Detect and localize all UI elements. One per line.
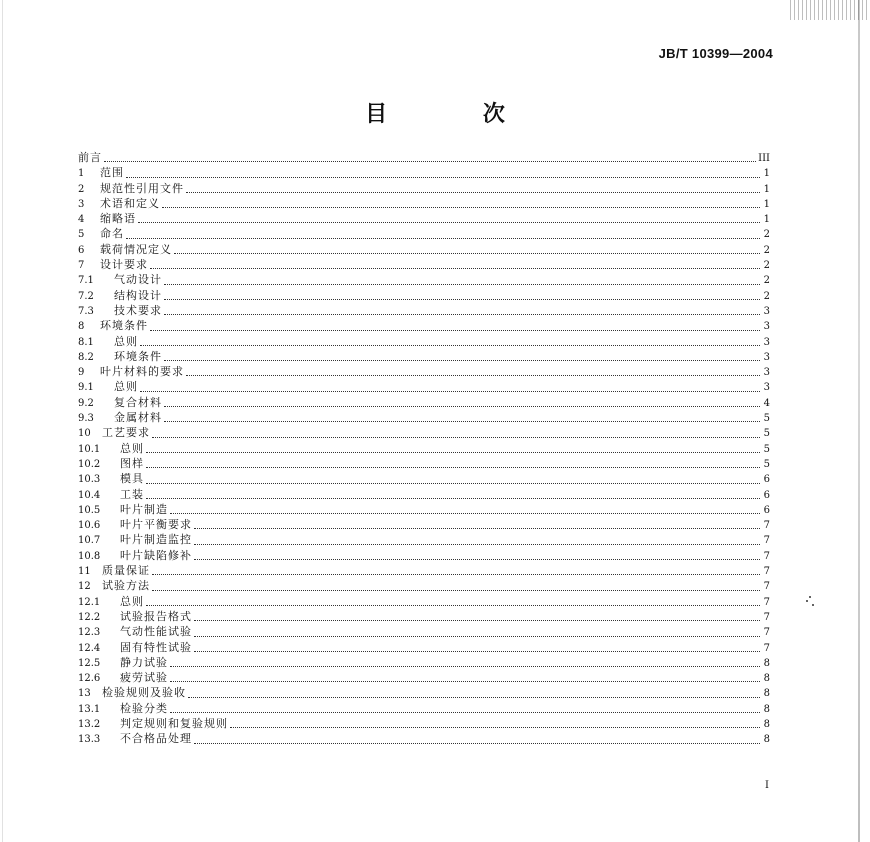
toc-entry-label: 设计要求 <box>100 258 148 272</box>
toc-entry-label: 试验方法 <box>102 579 150 593</box>
toc-entry-page: 5 <box>763 443 770 455</box>
toc-entry-number: 12.4 <box>78 642 101 654</box>
toc-entry-label: 范围 <box>100 166 124 180</box>
toc-entry-page: 8 <box>763 688 770 700</box>
toc-entry-page: 8 <box>763 673 770 685</box>
toc-entry-number: 7.3 <box>78 305 94 317</box>
toc-entry-number: 10.7 <box>78 535 101 547</box>
toc-entry[interactable] <box>78 318 770 333</box>
toc-entry[interactable] <box>78 181 770 196</box>
toc-entry-number: 8.2 <box>78 351 94 363</box>
toc-entry[interactable] <box>78 502 770 517</box>
toc-leader-dots <box>164 298 760 300</box>
toc-leader-dots <box>186 374 760 376</box>
toc-leader-dots <box>126 237 760 239</box>
toc-leader-dots <box>164 405 760 407</box>
toc-entry-number: 13.2 <box>78 718 101 730</box>
toc-entry-page: 3 <box>763 351 770 363</box>
toc-entry[interactable] <box>78 288 770 303</box>
toc-leader-dots <box>170 711 760 713</box>
toc-entry-page: 3 <box>763 382 770 394</box>
toc-leader-dots <box>152 436 760 438</box>
scan-noise-marks <box>790 0 870 20</box>
toc-entry-number: 10.3 <box>78 474 101 486</box>
toc-entry-number: 12.3 <box>78 627 101 639</box>
toc-entry-number: 10.8 <box>78 550 101 562</box>
toc-entry-number: 7.1 <box>78 275 94 287</box>
toc-leader-dots <box>146 466 760 468</box>
toc-entry-page: 2 <box>763 275 770 287</box>
toc-entry-number: 4 <box>78 214 85 226</box>
toc-leader-dots <box>140 344 760 346</box>
toc-entry-label: 判定规则和复验规则 <box>120 716 228 730</box>
toc-entry-label: 结构设计 <box>114 288 162 302</box>
toc-leader-dots <box>194 650 760 652</box>
toc-entry[interactable] <box>78 441 770 456</box>
toc-entry[interactable] <box>78 257 770 272</box>
toc-entry-page: 7 <box>763 581 770 593</box>
toc-leader-dots <box>194 635 760 637</box>
toc-entry[interactable] <box>78 578 770 593</box>
toc-entry-label: 检验规则及验收 <box>102 686 186 700</box>
toc-entry-page: 7 <box>763 520 770 532</box>
toc-leader-dots <box>188 696 760 698</box>
toc-entry-number: 12 <box>78 581 91 593</box>
toc-entry-page: 7 <box>763 596 770 608</box>
toc-entry[interactable] <box>78 563 770 578</box>
toc-entry-page: 7 <box>763 627 770 639</box>
toc-entry[interactable] <box>78 624 770 639</box>
toc-entry-number: 5 <box>78 229 85 241</box>
toc-leader-dots <box>194 558 760 560</box>
toc-leader-dots <box>150 329 760 331</box>
toc-leader-dots <box>164 313 760 315</box>
toc-entry-page: 8 <box>763 718 770 730</box>
toc-entry-page: 3 <box>763 367 770 379</box>
toc-entry-label: 复合材料 <box>114 395 162 409</box>
toc-entry-label: 环境条件 <box>114 349 162 363</box>
toc-entry-number: 2 <box>78 183 85 195</box>
toc-leader-dots <box>104 160 756 162</box>
toc-entry-page: 8 <box>763 657 770 669</box>
toc-entry-label: 工装 <box>120 487 144 501</box>
toc-entry[interactable] <box>78 640 770 655</box>
toc-leader-dots <box>146 497 760 499</box>
toc-entry-number: 13.3 <box>78 734 101 746</box>
toc-entry-label: 总则 <box>120 594 144 608</box>
toc-entry-label: 检验分类 <box>120 701 168 715</box>
toc-entry-page: 2 <box>763 244 770 256</box>
toc-entry-page: 5 <box>763 413 770 425</box>
toc-entry-label: 术语和定义 <box>100 196 160 210</box>
toc-entry-page: 3 <box>763 305 770 317</box>
toc-entry-page: 1 <box>763 198 770 210</box>
toc-entry[interactable] <box>78 196 770 211</box>
toc-entry-page: 8 <box>763 703 770 715</box>
toc-entry-number: 9.2 <box>78 397 94 409</box>
toc-entry-number: 9.1 <box>78 382 94 394</box>
scan-speck <box>806 600 808 602</box>
toc-entry-page: 6 <box>763 504 770 516</box>
toc-entry-label: 叶片平衡要求 <box>120 518 192 532</box>
table-of-contents <box>78 150 770 747</box>
toc-entry[interactable] <box>78 211 770 226</box>
toc-leader-dots <box>170 680 760 682</box>
toc-entry[interactable] <box>78 670 770 685</box>
toc-leader-dots <box>146 604 760 606</box>
toc-entry-number: 13.1 <box>78 703 101 715</box>
toc-entry[interactable] <box>78 395 770 410</box>
toc-leader-dots <box>170 665 760 667</box>
toc-entry-page: III <box>758 153 770 164</box>
toc-leader-dots <box>150 267 760 269</box>
toc-entry-page: 2 <box>763 260 770 272</box>
toc-entry-number: 1 <box>78 168 85 180</box>
toc-entry-label: 叶片缺陷修补 <box>120 548 192 562</box>
toc-leader-dots <box>164 420 760 422</box>
toc-entry[interactable] <box>78 685 770 700</box>
toc-entry[interactable] <box>78 165 770 180</box>
toc-entry-label: 缩略语 <box>100 212 136 226</box>
toc-entry-page: 6 <box>763 489 770 501</box>
toc-leader-dots <box>164 283 760 285</box>
toc-leader-dots <box>164 359 760 361</box>
toc-entry[interactable] <box>78 349 770 364</box>
toc-entry[interactable] <box>78 272 770 287</box>
toc-entry[interactable] <box>78 456 770 471</box>
toc-leader-dots <box>230 726 760 728</box>
toc-entry[interactable] <box>78 487 770 502</box>
toc-entry-number: 12.5 <box>78 657 101 669</box>
toc-entry-label: 图样 <box>120 456 144 470</box>
toc-entry-number: 7.2 <box>78 290 94 302</box>
toc-entry-page: 2 <box>763 290 770 302</box>
toc-entry-label: 固有特性试验 <box>120 640 192 654</box>
toc-entry-number: 7 <box>78 260 85 272</box>
toc-entry[interactable] <box>78 594 770 609</box>
toc-leader-dots <box>170 512 760 514</box>
toc-entry-label: 不合格品处理 <box>120 732 192 746</box>
toc-entry-number: 10 <box>78 428 91 440</box>
toc-entry[interactable] <box>78 379 770 394</box>
toc-entry-label: 静力试验 <box>120 655 168 669</box>
toc-leader-dots <box>140 390 760 392</box>
toc-entry-number: 9 <box>78 367 85 379</box>
toc-entry-page: 5 <box>763 458 770 470</box>
toc-entry[interactable] <box>78 471 770 486</box>
toc-entry-label: 规范性引用文件 <box>100 181 184 195</box>
toc-entry-label: 模具 <box>120 472 144 486</box>
scan-footer-noise <box>340 827 510 835</box>
toc-entry[interactable] <box>78 364 770 379</box>
toc-entry-label: 总则 <box>120 441 144 455</box>
toc-entry-label: 总则 <box>114 380 138 394</box>
toc-leader-dots <box>174 252 760 254</box>
toc-entry-label: 质量保证 <box>102 564 150 578</box>
scan-speck <box>812 604 814 606</box>
toc-entry[interactable] <box>78 303 770 318</box>
toc-leader-dots <box>194 527 760 529</box>
toc-entry-label: 总则 <box>114 334 138 348</box>
toc-entry[interactable] <box>78 517 770 532</box>
toc-entry-page: 7 <box>763 566 770 578</box>
toc-entry-number: 3 <box>78 198 85 210</box>
toc-entry-number: 10.4 <box>78 489 101 501</box>
toc-entry-page: 7 <box>763 611 770 623</box>
toc-entry-page: 7 <box>763 535 770 547</box>
scan-speck <box>809 596 811 598</box>
toc-entry-number: 9.3 <box>78 413 94 425</box>
toc-entry-label: 疲劳试验 <box>120 671 168 685</box>
standard-code: JB/T 10399—2004 <box>658 46 773 61</box>
toc-leader-dots <box>162 206 760 208</box>
toc-entry-number: 6 <box>78 244 85 256</box>
toc-leader-dots <box>194 619 760 621</box>
toc-leader-dots <box>186 191 760 193</box>
toc-entry-number: 10.2 <box>78 458 101 470</box>
toc-leader-dots <box>126 176 760 178</box>
toc-entry[interactable] <box>78 716 770 731</box>
toc-entry-label: 金属材料 <box>114 411 162 425</box>
toc-entry-number: 13 <box>78 688 91 700</box>
toc-entry-page: 7 <box>763 642 770 654</box>
toc-leader-dots <box>194 742 760 744</box>
toc-entry-page: 1 <box>763 183 770 195</box>
toc-entry-label: 环境条件 <box>100 319 148 333</box>
toc-entry[interactable] <box>78 731 770 746</box>
toc-entry-page: 3 <box>763 336 770 348</box>
toc-entry[interactable] <box>78 609 770 624</box>
toc-entry-label: 工艺要求 <box>102 426 150 440</box>
toc-leader-dots <box>146 482 760 484</box>
toc-entry[interactable] <box>78 425 770 440</box>
toc-title: 目 次 <box>365 102 549 127</box>
toc-entry-page: 8 <box>763 734 770 746</box>
toc-entry-number: 10.5 <box>78 504 101 516</box>
toc-entry[interactable] <box>78 701 770 716</box>
toc-leader-dots <box>194 543 760 545</box>
toc-entry-number: 10.1 <box>78 443 101 455</box>
toc-entry-number: 12.6 <box>78 673 101 685</box>
toc-entry-page: 2 <box>763 229 770 241</box>
toc-entry-number: 12.1 <box>78 596 101 608</box>
toc-entry-page: 7 <box>763 550 770 562</box>
toc-entry-label: 叶片制造 <box>120 502 168 516</box>
toc-entry-number: 8.1 <box>78 336 94 348</box>
toc-entry[interactable] <box>78 655 770 670</box>
toc-entry-label: 命名 <box>100 227 124 241</box>
toc-entry-page: 1 <box>763 168 770 180</box>
toc-entry-label: 载荷情况定义 <box>100 242 172 256</box>
toc-entry-number: 11 <box>78 566 91 578</box>
toc-entry-label: 气动设计 <box>114 273 162 287</box>
toc-entry-page: 5 <box>763 428 770 440</box>
toc-leader-dots <box>138 221 760 223</box>
page-folio: I <box>765 780 769 791</box>
toc-entry-label: 叶片制造监控 <box>120 533 192 547</box>
toc-entry-label: 前言 <box>78 151 102 164</box>
toc-entry[interactable] <box>78 548 770 563</box>
toc-entry-page: 1 <box>763 214 770 226</box>
toc-entry[interactable] <box>78 532 770 547</box>
toc-entry[interactable] <box>78 226 770 241</box>
toc-leader-dots <box>152 589 760 591</box>
toc-entry-page: 3 <box>763 321 770 333</box>
toc-entry-number: 12.2 <box>78 611 101 623</box>
toc-entry-number: 8 <box>78 321 85 333</box>
toc-entry[interactable] <box>78 410 770 425</box>
toc-entry-label: 技术要求 <box>114 303 162 317</box>
toc-entry-label: 气动性能试验 <box>120 625 192 639</box>
toc-leader-dots <box>146 451 760 453</box>
toc-entry-label: 试验报告格式 <box>120 609 192 623</box>
toc-entry[interactable] <box>78 334 770 349</box>
toc-entry-number: 10.6 <box>78 520 101 532</box>
toc-entry-label: 叶片材料的要求 <box>100 365 184 379</box>
toc-entry[interactable] <box>78 150 770 165</box>
toc-entry-page: 4 <box>763 397 770 409</box>
toc-leader-dots <box>152 573 760 575</box>
toc-entry[interactable] <box>78 242 770 257</box>
toc-entry-page: 6 <box>763 474 770 486</box>
